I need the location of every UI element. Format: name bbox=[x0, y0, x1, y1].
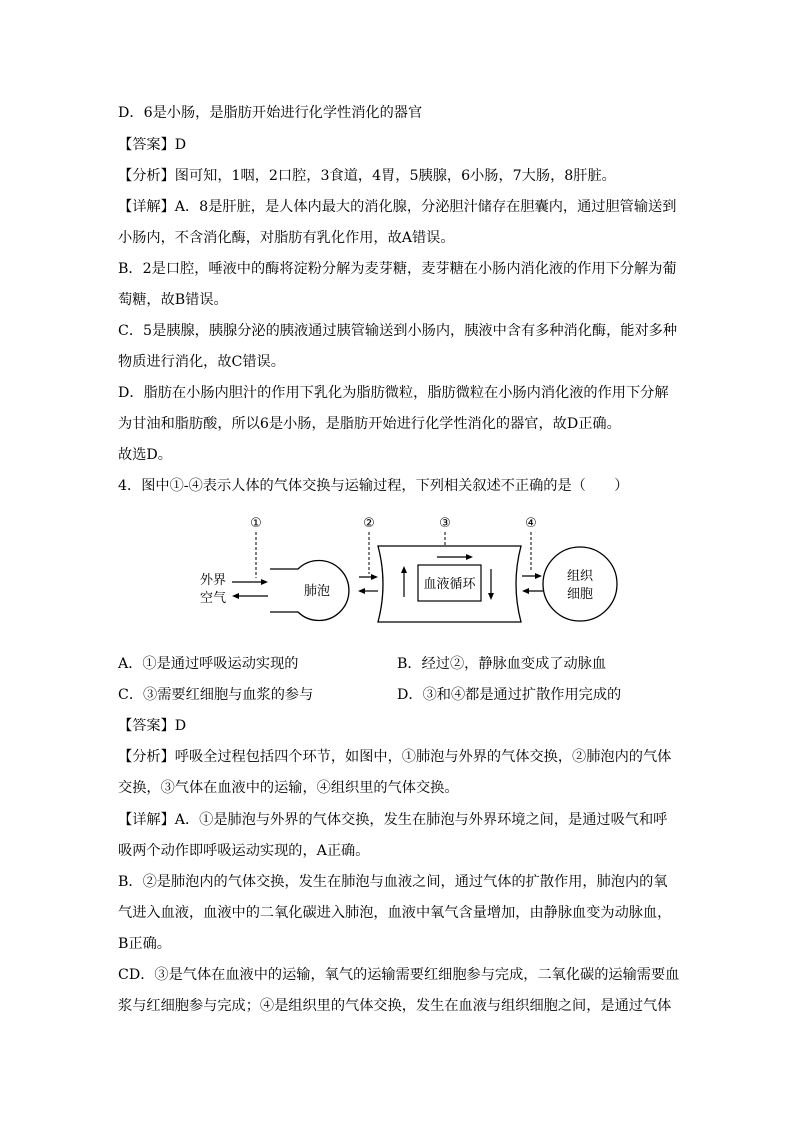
marker-4: ④ bbox=[525, 516, 537, 531]
text-line: B正确。 bbox=[118, 936, 171, 952]
text-line: 小肠内，不含消化酶，对脂肪有乳化作用，故A错误。 bbox=[118, 230, 455, 246]
arrow-to-blood-icon bbox=[371, 574, 378, 580]
text-line: 浆与红细胞参与完成；④是组织里的气体交换，发生在血液与组织细胞之间，是通过气体 bbox=[118, 998, 672, 1014]
explanation-line: 【详解】A．①是肺泡与外界的气体交换，发生在肺泡与外界环境之间，是通过吸气和呼 bbox=[118, 812, 668, 828]
alveolus-label: 肺泡 bbox=[303, 584, 331, 599]
marker-3: ③ bbox=[439, 516, 451, 531]
text-line: CD．③是气体在血液中的运输，氧气的运输需要红细胞参与完成，二氧化碳的运输需要血 bbox=[118, 967, 680, 983]
text-line: 故选D。 bbox=[118, 447, 172, 463]
option-b: B．经过②，静脉血变成了动脉血 bbox=[397, 656, 607, 672]
text-line: D．脂肪在小肠内胆汁的作用下乳化为脂肪微粒，脂肪微粒在小肠内消化液的作用下分解 bbox=[118, 385, 669, 401]
option-c: C．③需要红细胞与血浆的参与 bbox=[118, 687, 314, 703]
text-line: B．②是肺泡内的气体交换，发生在肺泡与血液之间，通过气体的扩散作用，肺泡内的氧 bbox=[118, 874, 668, 890]
text-line: 为甘油和脂肪酸，所以6是小肠，是脂肪开始进行化学性消化的器官，故D正确。 bbox=[118, 416, 621, 432]
arrow-to-tissue-icon bbox=[535, 573, 542, 579]
text-line: C．5是胰腺，胰腺分泌的胰液通过胰管输送到小肠内，胰液中含有多种消化酶，能对多种 bbox=[118, 323, 678, 339]
marker-1: ① bbox=[250, 516, 262, 531]
option-a: A．①是通过呼吸运动实现的 bbox=[118, 656, 299, 672]
text-line: 吸两个动作即呼吸运动实现的，A正确。 bbox=[118, 843, 370, 859]
tissue-cell-label: 细胞 bbox=[566, 587, 594, 602]
text-line: 萄糖，故B错误。 bbox=[118, 292, 228, 308]
tissue-cell-shape bbox=[543, 547, 617, 621]
arrow-exhale-icon bbox=[232, 593, 239, 599]
tissue-cell-label: 组织 bbox=[566, 569, 594, 584]
answer-line: 【答案】D bbox=[118, 718, 187, 734]
option-d: D．③和④都是通过扩散作用完成的 bbox=[397, 687, 622, 703]
explanation-line: 【详解】A．8是肝脏，是人体内最大的消化腺，分泌胆汁储存在胆囊内，通过胆管输送到 bbox=[118, 199, 677, 215]
marker-2: ② bbox=[363, 516, 375, 531]
blood-circulation-label: 血液循环 bbox=[423, 577, 476, 592]
analysis-line: 【分析】呼吸全过程包括四个环节，如图中，①肺泡与外界的气体交换，②肺泡内的气体 bbox=[118, 749, 672, 765]
text-line: D．6是小肠，是脂肪开始进行化学性消化的器官 bbox=[118, 105, 423, 121]
text-line: 物质进行消化，故C错误。 bbox=[118, 354, 285, 370]
text-line: 气进入血液，血液中的二氧化碳进入肺泡，血液中氧气含量增加，由静脉血变为动脉血， bbox=[118, 905, 672, 921]
arrow-to-blood-from-tissue-icon bbox=[522, 588, 529, 594]
question-line: 4．图中①-④表示人体的气体交换与运输过程，下列相关叙述不正确的是（ ） bbox=[118, 478, 629, 494]
analysis-line: 【分析】图可知，1咽，2口腔，3食道，4胃，5胰腺，6小肠，7大肠，8肝脏。 bbox=[118, 168, 616, 184]
text-line: 交换，③气体在血液中的运输，④组织里的气体交换。 bbox=[118, 780, 459, 796]
answer-line: 【答案】D bbox=[118, 137, 187, 153]
outside-air-label: 外界 bbox=[199, 573, 227, 588]
arrow-inhale-icon bbox=[261, 579, 268, 585]
arrow-to-alveolus-icon bbox=[358, 588, 365, 594]
text-line: B．2是口腔，唾液中的酶将淀粉分解为麦芽糖，麦芽糖在小肠内消化液的作用下分解为葡 bbox=[118, 261, 677, 277]
outside-air-label: 空气 bbox=[199, 591, 227, 606]
